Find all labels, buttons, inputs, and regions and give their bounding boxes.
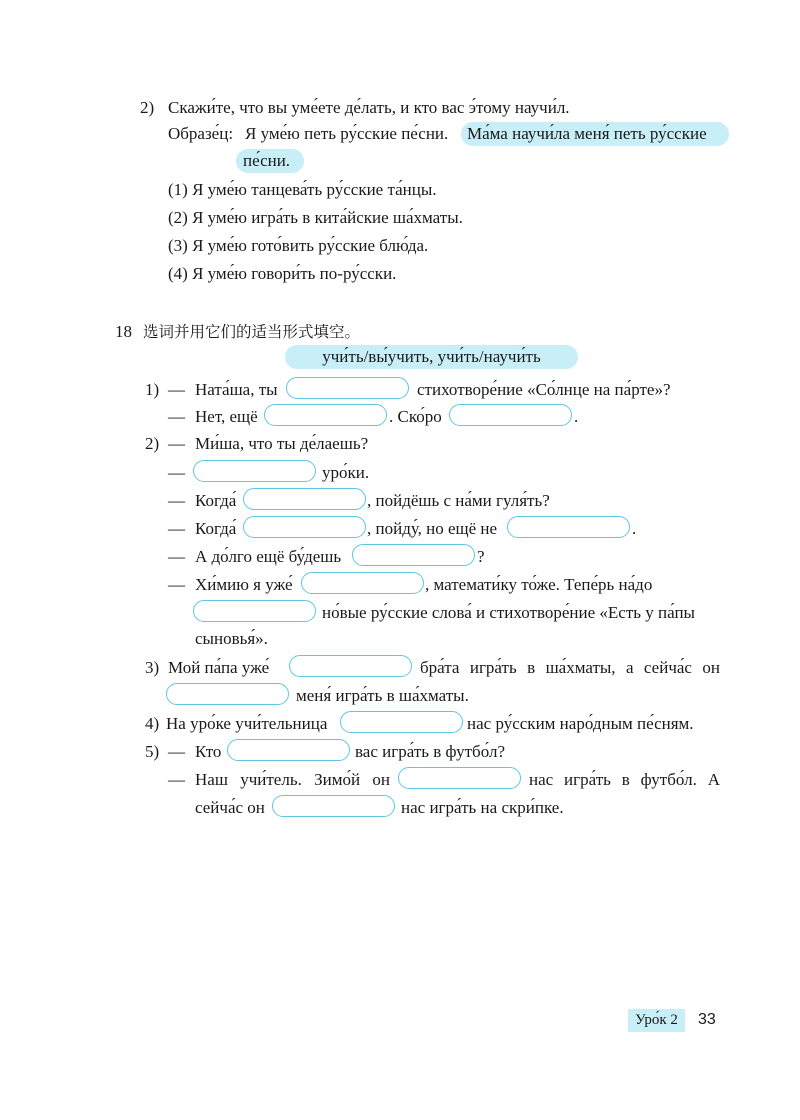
- sentence-text: Когда́: [195, 519, 237, 538]
- sentence-text: , пойду́, но ещё не: [367, 519, 498, 538]
- sentence-text: Нет, ещё: [195, 407, 258, 426]
- item-number: 2): [140, 98, 155, 117]
- blank-field[interactable]: [166, 683, 289, 705]
- sentence-text: бра́та игра́ть в ша́хматы, а сейча́с он: [420, 658, 720, 677]
- dash: —: [168, 575, 185, 594]
- word-box-text: учи́ть/вы́учить, учи́ть/научи́ть: [322, 347, 541, 366]
- blank-field[interactable]: [272, 795, 395, 817]
- dash: —: [168, 519, 185, 538]
- practice-item: (1) Я уме́ю танцева́ть ру́сские та́нцы.: [168, 180, 437, 199]
- sample-sentence-2-end: пе́сни.: [243, 151, 291, 170]
- sample-label: Образе́ц:: [168, 124, 234, 143]
- blank-field[interactable]: [227, 739, 350, 761]
- sentence-text: нас игра́ть на скри́пке.: [401, 798, 564, 817]
- sentence-text: , пойдёшь с на́ми гуля́ть?: [367, 491, 550, 510]
- instruction-text: Скажи́те, что вы уме́ете де́лать, и кто вас э́тому научи́л.: [168, 98, 570, 117]
- practice-item: (3) Я уме́ю гото́вить ру́сские блю́да.: [168, 236, 429, 255]
- sentence-text: .: [632, 519, 637, 538]
- lesson-label: Уро́к 2: [635, 1012, 678, 1028]
- page-number: 33: [698, 1011, 716, 1028]
- sentence-text: .: [574, 407, 579, 426]
- sample-sentence-1: Я уме́ю петь ру́сские пе́сни.: [245, 124, 449, 143]
- sentence-text: А до́лго ещё бу́дешь: [195, 547, 342, 566]
- item-number: 3): [145, 658, 160, 677]
- sentence-text: , математи́ку то́же. Тепе́рь на́до: [425, 575, 653, 594]
- sentence-text: Когда́: [195, 491, 237, 510]
- dash: —: [168, 407, 185, 426]
- blank-field[interactable]: [193, 460, 316, 482]
- sentence-text: нас игра́ть в футбо́л. А: [529, 770, 720, 789]
- sentence-text: Ми́ша, что ты де́лаешь?: [195, 434, 369, 453]
- blank-field[interactable]: [289, 655, 412, 677]
- dash: —: [168, 463, 185, 482]
- practice-item: (2) Я уме́ю игра́ть в кита́йские ша́хматы.: [168, 208, 463, 227]
- blank-field[interactable]: [243, 516, 366, 538]
- sentence-text: Кто: [195, 742, 222, 761]
- dash: —: [168, 547, 185, 566]
- blank-field[interactable]: [352, 544, 475, 566]
- sentence-text: но́вые ру́сские слова́ и стихотворе́ние «Есть у па́пы: [322, 603, 695, 622]
- sentence-text: меня́ игра́ть в ша́хматы.: [296, 686, 469, 705]
- blank-field[interactable]: [398, 767, 521, 789]
- sentence-text: вас игра́ть в футбо́л?: [355, 742, 506, 761]
- sentence-text: Хи́мию я уже́: [195, 575, 293, 594]
- dash: —: [168, 742, 185, 761]
- sentence-text: Наш учи́тель. Зимо́й он: [195, 770, 390, 789]
- blank-field[interactable]: [507, 516, 630, 538]
- sentence-text: стихотворе́ние «Со́лнце на па́рте»?: [417, 380, 671, 399]
- sentence-text: сыновья́».: [195, 629, 268, 648]
- sample-sentence-2: Ма́ма научи́ла меня́ петь ру́сские: [467, 124, 707, 143]
- exercise-number: 18: [115, 322, 132, 341]
- blank-field[interactable]: [243, 488, 366, 510]
- sentence-text: Ната́ша, ты: [195, 380, 278, 399]
- sentence-text: ?: [477, 547, 485, 566]
- sentence-text: Мой па́па уже́: [168, 658, 270, 677]
- blank-field[interactable]: [340, 711, 463, 733]
- exercise-title: 选词并用它们的适当形式填空。: [143, 323, 361, 341]
- blank-field[interactable]: [301, 572, 424, 594]
- blank-field[interactable]: [264, 404, 387, 426]
- dash: —: [168, 380, 185, 399]
- sentence-text: сейча́с он: [195, 798, 265, 817]
- blank-field[interactable]: [286, 377, 409, 399]
- practice-item: (4) Я уме́ю говори́ть по-ру́сски.: [168, 264, 397, 283]
- dash: —: [168, 491, 185, 510]
- blank-field[interactable]: [449, 404, 572, 426]
- item-number: 5): [145, 742, 160, 761]
- item-number: 4): [145, 714, 160, 733]
- item-number: 2): [145, 434, 160, 453]
- sentence-text: нас ру́сским наро́дным пе́сням.: [467, 714, 694, 733]
- item-number: 1): [145, 380, 160, 399]
- sentence-text: уро́ки.: [322, 463, 370, 482]
- sentence-text: . Ско́ро: [389, 407, 442, 426]
- sentence-text: На уро́ке учи́тельница: [166, 714, 328, 733]
- blank-field[interactable]: [193, 600, 316, 622]
- dash: —: [168, 434, 185, 453]
- dash: —: [168, 770, 185, 789]
